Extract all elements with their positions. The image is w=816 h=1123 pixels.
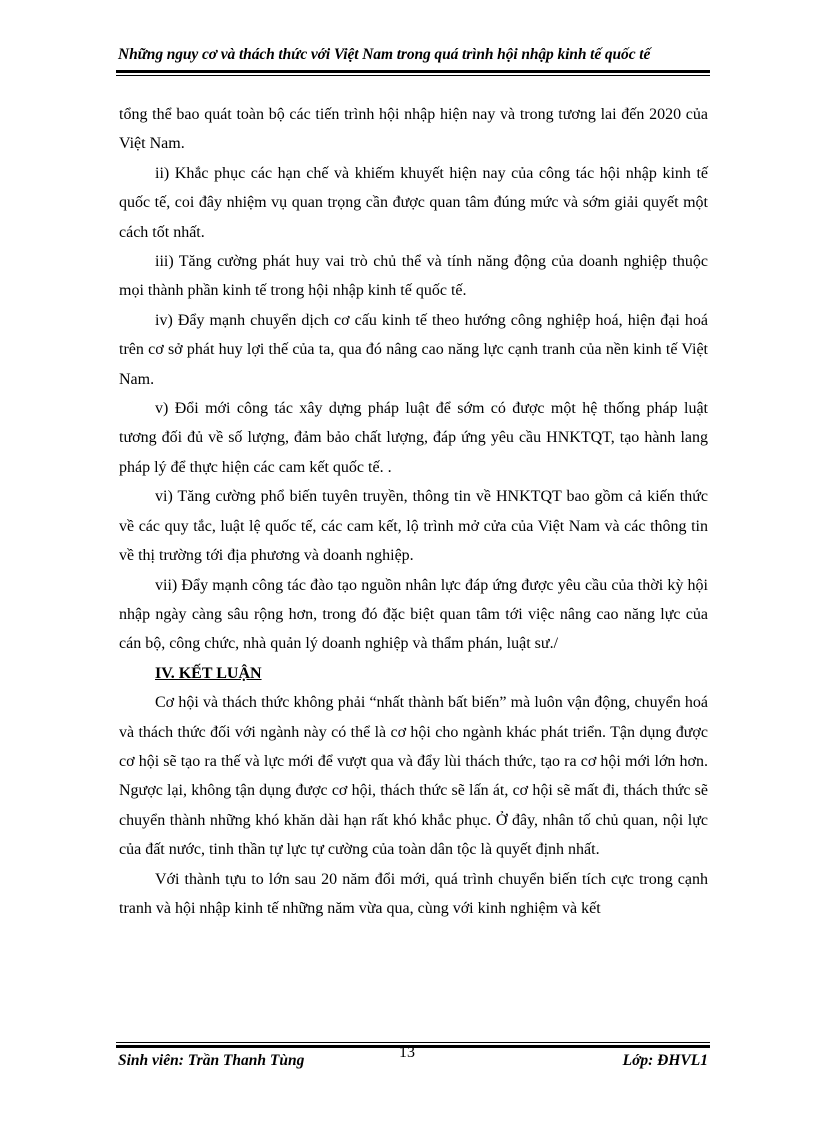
list-item-vi: vi) Tăng cường phổ biến tuyên truyền, thông tin về HNKTQT bao gồm cả kiến thức về các quy tắc, luật lệ quốc tế, các cam kết, lộ trình mở cửa của Việt Nam và các thông tin về thị trường tới địa phương và doanh nghiệp. [119, 488, 708, 565]
list-item-v: v) Đổi mới công tác xây dựng pháp luật để sớm có được một hệ thống pháp luật tương đối đủ về số lượng, đảm bảo chất lượng, đáp ứng yêu cầu HNKTQT, tạo hành lang pháp lý để thực hiện các cam kết quốc tế. . [119, 400, 708, 476]
conclusion-paragraph: Với thành tựu to lớn sau 20 năm đổi mới, quá trình chuyển biến tích cực trong cạnh tranh và hội nhập kinh tế những năm vừa qua, cùng với kinh nghiệm và kết [119, 870, 708, 917]
page-body [119, 100, 708, 923]
header-rule-secondary [116, 75, 710, 76]
footer-rule-secondary [116, 1042, 710, 1043]
footer-class: Lớp: ĐHVL1 [622, 1052, 708, 1069]
section-heading-text: IV. KẾT LUẬN [155, 664, 262, 682]
running-header: Những nguy cơ và thách thức với Việt Nam trong quá trình hội nhập kinh tế quốc tế [118, 46, 651, 63]
section-heading [119, 659, 708, 688]
list-item-iii: iii) Tăng cường phát huy vai trò chủ thể và tính năng động của doanh nghiệp thuộc mọi thành phần kinh tế trong hội nhập kinh tế quốc tế. [119, 253, 708, 300]
list-item-ii: ii) Khắc phục các hạn chế và khiếm khuyết hiện nay của công tác hội nhập kinh tế quốc tế, coi đây nhiệm vụ quan trọng cần được quan tâm đúng mức và sớm giải quyết một cách tốt nhất. [119, 164, 708, 241]
list-item-vii: vii) Đẩy mạnh công tác đào tạo nguồn nhân lực đáp ứng được yêu cầu của thời kỳ hội nhập ngày càng sâu rộng hơn, trong đó đặc biệt quan tâm tới việc nâng cao năng lực của cán bộ, công chức, nhà quản lý doanh nghiệp và thẩm phán, luật sư./ [119, 576, 708, 653]
paragraph-continuation: tổng thể bao quát toàn bộ các tiến trình hội nhập hiện nay và trong tương lai đến 2020 của Việt Nam. [119, 106, 708, 153]
page-number: 13 [399, 1044, 415, 1061]
list-item-iv: iv) Đẩy mạnh chuyển dịch cơ cấu kinh tế theo hướng công nghiệp hoá, hiện đại hoá trên cơ sở phát huy lợi thế của ta, qua đó nâng cao năng lực cạnh tranh của nền kinh tế Việt Nam. [119, 311, 708, 388]
header-rule [116, 70, 710, 73]
footer-student: Sinh viên: Trần Thanh Tùng [118, 1052, 305, 1069]
conclusion-paragraph: Cơ hội và thách thức không phải “nhất thành bất biến” mà luôn vận động, chuyển hoá và thách thức đối với ngành này có thể là cơ hội cho ngành khác phát triển. Tận dụng được cơ hội sẽ tạo ra thế và lực mới để vượt qua và đẩy lùi thách thức, tạo ra cơ hội mới lớn hơn. Ngược lại, không tận dụng được cơ hội, thách thức sẽ lấn át, cơ hội sẽ mất đi, thách thức sẽ chuyển thành những khó khăn dài hạn rất khó khắc phục. Ở đây, nhân tố chủ quan, nội lực của đất nước, tinh thần tự lực tự cường của toàn dân tộc là quyết định nhất. [119, 694, 708, 859]
